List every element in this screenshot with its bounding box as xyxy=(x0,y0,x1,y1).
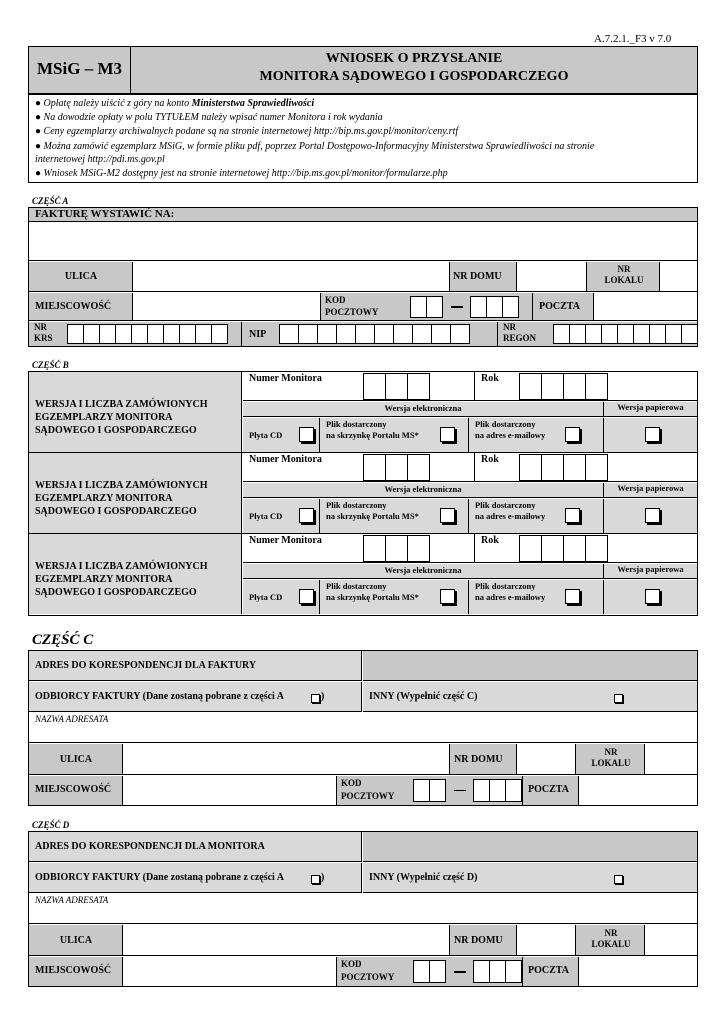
bullet-icon: ● xyxy=(35,126,44,137)
invoice-address-blank xyxy=(363,651,697,681)
d-street-input[interactable] xyxy=(124,925,449,955)
portal-file-label-1: Plik dostarczony xyxy=(326,500,387,510)
monitor-address-title: ADRES DO KORESPONDENCJI DLA MONITORA xyxy=(35,841,265,852)
paper-checkbox[interactable] xyxy=(645,427,660,442)
monitor-number-label: Numer Monitora xyxy=(249,454,322,465)
postal-code-digit[interactable] xyxy=(502,296,519,318)
digit-cell[interactable] xyxy=(195,324,212,344)
registry-row xyxy=(29,322,697,346)
invoice-title: FAKTURĘ WYSTAWIĆ NA: xyxy=(35,208,175,220)
divider xyxy=(474,372,475,401)
note-1: ● Opłatę należy uiścić z góry na konto Ministerstwa Sprawiedliwości xyxy=(35,98,315,109)
recipient-option-a[interactable] xyxy=(29,682,362,712)
d-street-label: ULICA xyxy=(59,935,93,946)
digit-cell[interactable] xyxy=(601,324,618,344)
divider xyxy=(497,322,498,346)
paper-version-label: Wersja papierowa xyxy=(617,483,684,493)
digit-cell[interactable] xyxy=(393,324,413,344)
d-post-office-input[interactable] xyxy=(580,957,697,986)
section-a-label: CZĘŚĆ A xyxy=(32,196,69,206)
monitor-number-digit[interactable] xyxy=(407,454,430,481)
recipient-other-label: INNY (Wypełnić część C) xyxy=(369,691,478,702)
electronic-version-label: Wersja elektroniczna xyxy=(384,403,462,413)
email-file-label-1: Plik dostarczony xyxy=(475,500,536,510)
order-group-line2: EGZEMPLARZY MONITORA xyxy=(35,574,173,585)
digit-cell[interactable] xyxy=(633,324,650,344)
d-city-label-cell xyxy=(29,957,123,986)
version-options-row xyxy=(243,580,697,614)
postal-code-digit[interactable] xyxy=(413,779,430,802)
monitor-number-row xyxy=(243,534,697,563)
email-file-label-1: Plik dostarczony xyxy=(475,581,536,591)
postal-dash xyxy=(451,306,463,308)
digit-cell[interactable] xyxy=(298,324,318,344)
portal-file-checkbox[interactable] xyxy=(440,427,455,442)
email-file-checkbox[interactable] xyxy=(565,427,580,442)
digit-cell[interactable] xyxy=(211,324,228,344)
bullet-icon: ● xyxy=(35,168,44,179)
d-flat-label-cell xyxy=(575,925,645,955)
form-title-line1: WNIOSEK O PRZYSŁANIE xyxy=(325,51,503,66)
year-digit[interactable] xyxy=(519,454,542,481)
c-post-office-label-cell xyxy=(522,776,579,805)
d-recipient-option-a[interactable] xyxy=(29,863,362,893)
c-post-office-label: POCZTA xyxy=(528,784,569,795)
cd-checkbox[interactable] xyxy=(299,508,314,523)
recipient-option-other[interactable] xyxy=(363,682,697,712)
section-b-label: CZĘŚĆ B xyxy=(32,360,69,370)
year-label: Rok xyxy=(481,535,499,546)
version-options-row xyxy=(243,418,697,452)
postal-code-digit[interactable] xyxy=(489,779,506,802)
cd-label: Płyta CD xyxy=(249,430,283,440)
order-row xyxy=(29,372,697,453)
paper-version-label: Wersja papierowa xyxy=(617,402,684,412)
note-5: ● Wniosek MSiG-M2 dostępny jest na stronie internetowej http://bip.ms.gov.pl/monitor/formularze.php xyxy=(35,168,448,179)
monitor-number-digit[interactable] xyxy=(363,373,386,400)
street-label-cell xyxy=(29,262,133,291)
year-digit[interactable] xyxy=(585,373,608,400)
paper-checkbox[interactable] xyxy=(645,508,660,523)
monitor-number-digit[interactable] xyxy=(407,373,430,400)
year-digit[interactable] xyxy=(585,454,608,481)
c-flat-label-2: LOKALU xyxy=(591,758,631,768)
digit-cell[interactable] xyxy=(569,324,586,344)
email-file-label-2: na adres e-mailowy xyxy=(475,430,546,440)
d-house-number-label-cell xyxy=(449,925,517,955)
d-recipient-a-label: ODBIORCY FAKTURY (Dane zostaną pobrane z części A xyxy=(35,872,284,883)
addressee-name-field[interactable] xyxy=(29,713,697,743)
d-postal-label-2: POCZTOWY xyxy=(341,972,395,982)
d-house-number-label: NR DOMU xyxy=(454,935,503,946)
flat-number-label-cell xyxy=(586,262,660,291)
flat-number-label-1: NR xyxy=(617,264,631,274)
postal-code-digit[interactable] xyxy=(426,296,443,318)
monitor-number-digit[interactable] xyxy=(407,535,430,562)
digit-cell[interactable] xyxy=(83,324,100,344)
d-street-row xyxy=(29,925,697,956)
section-c-label: CZĘŚĆ C xyxy=(32,632,94,648)
section-a xyxy=(28,207,698,347)
email-file-checkbox[interactable] xyxy=(565,589,580,604)
monitor-number-digit[interactable] xyxy=(385,373,408,400)
d-post-office-label-cell xyxy=(522,957,579,986)
form-title-line2: MONITORA SĄDOWEGO I GOSPODARCZEGO xyxy=(259,69,569,84)
digit-cell[interactable] xyxy=(317,324,337,344)
divider xyxy=(603,418,604,452)
order-group-label-cell xyxy=(29,453,242,533)
digit-cell[interactable] xyxy=(67,324,84,344)
paren-glyph: ) xyxy=(321,872,325,883)
d-flat-label-1: NR xyxy=(604,928,618,938)
divider xyxy=(474,534,475,563)
monitor-number-label: Numer Monitora xyxy=(249,373,322,384)
c-postal-label-1: KOD xyxy=(341,778,362,788)
digit-cell[interactable] xyxy=(115,324,132,344)
city-label-cell xyxy=(29,293,133,320)
postal-code-digit[interactable] xyxy=(473,779,490,802)
invoice-title-row xyxy=(29,208,697,222)
divider xyxy=(468,580,469,614)
order-group-label-cell xyxy=(29,534,242,614)
portal-file-checkbox[interactable] xyxy=(440,589,455,604)
postal-code-label-2: POCZTOWY xyxy=(325,307,379,317)
postal-code-digit[interactable] xyxy=(505,779,522,802)
order-group-line1: WERSJA I LICZBA ZAMÓWIONYCH xyxy=(35,399,208,410)
digit-cell[interactable] xyxy=(355,324,375,344)
cd-checkbox[interactable] xyxy=(299,427,314,442)
electronic-version-label: Wersja elektroniczna xyxy=(384,565,462,575)
digit-cell[interactable] xyxy=(279,324,299,344)
flat-number-label-2: LOKALU xyxy=(604,275,644,285)
digit-cell[interactable] xyxy=(450,324,470,344)
digit-cell[interactable] xyxy=(649,324,666,344)
monitor-address-blank xyxy=(363,832,697,862)
notes-box xyxy=(28,94,698,183)
c-city-input[interactable] xyxy=(124,776,336,805)
form-code: MSiG – M3 xyxy=(37,59,122,78)
version-code: A.7.2.1._F3 v 7.0 xyxy=(594,33,672,45)
postal-code-digit[interactable] xyxy=(489,960,506,983)
c-street-row xyxy=(29,744,697,775)
d-addressee-name-label: NAZWA ADRESATA xyxy=(35,895,109,905)
monitor-number-row xyxy=(243,372,697,401)
monitor-number-label: Numer Monitora xyxy=(249,535,322,546)
postal-code-digit[interactable] xyxy=(429,779,446,802)
c-house-number-input[interactable] xyxy=(518,744,575,774)
cd-checkbox[interactable] xyxy=(299,589,314,604)
city-label: MIEJSCOWOŚĆ xyxy=(35,301,112,312)
bullet-icon: ● xyxy=(35,112,44,123)
monitor-number-digit[interactable] xyxy=(385,454,408,481)
city-row xyxy=(29,293,697,321)
order-group-line3: SĄDOWEGO I GOSPODARCZEGO xyxy=(35,506,197,517)
digit-cell[interactable] xyxy=(336,324,356,344)
postal-dash xyxy=(454,971,466,973)
divider xyxy=(603,499,604,533)
d-flat-input[interactable] xyxy=(646,925,697,955)
version-header-row xyxy=(243,564,697,579)
order-group-line2: EGZEMPLARZY MONITORA xyxy=(35,412,173,423)
paper-checkbox[interactable] xyxy=(645,589,660,604)
divider xyxy=(468,418,469,452)
monitor-number-digit[interactable] xyxy=(363,454,386,481)
recipient-a-label: ODBIORCY FAKTURY (Dane zostaną pobrane z części A xyxy=(35,691,284,702)
year-digit[interactable] xyxy=(519,373,542,400)
d-recipient-a-checkbox[interactable] xyxy=(311,875,320,884)
c-city-label: MIEJSCOWOŚĆ xyxy=(35,784,112,795)
digit-cell[interactable] xyxy=(147,324,164,344)
postal-code-digit[interactable] xyxy=(470,296,487,318)
d-street-label-cell xyxy=(29,925,123,955)
c-street-label: ULICA xyxy=(59,754,93,765)
digit-cell[interactable] xyxy=(163,324,180,344)
digit-cell[interactable] xyxy=(131,324,148,344)
form-header xyxy=(28,46,698,94)
digit-cell[interactable] xyxy=(681,324,698,344)
year-digit[interactable] xyxy=(519,535,542,562)
bullet-icon: ● xyxy=(35,141,44,152)
order-group-line3: SĄDOWEGO I GOSPODARCZEGO xyxy=(35,587,197,598)
street-row xyxy=(29,262,697,292)
year-digit[interactable] xyxy=(563,454,586,481)
digit-cell[interactable] xyxy=(99,324,116,344)
invoice-name-field[interactable] xyxy=(29,223,697,261)
digit-cell[interactable] xyxy=(431,324,451,344)
divider xyxy=(241,322,242,346)
divider xyxy=(319,418,320,452)
d-city-input[interactable] xyxy=(124,957,336,986)
section-c xyxy=(28,650,698,806)
monitor-address-title-cell xyxy=(29,832,362,862)
c-city-row xyxy=(29,776,697,805)
order-group-line3: SĄDOWEGO I GOSPODARCZEGO xyxy=(35,425,197,436)
digit-cell[interactable] xyxy=(665,324,682,344)
year-digit[interactable] xyxy=(563,535,586,562)
year-digit[interactable] xyxy=(541,373,564,400)
postal-code-label-1: KOD xyxy=(325,295,346,305)
monitor-number-digit[interactable] xyxy=(385,535,408,562)
divider xyxy=(603,580,604,614)
regon-label-1: NR xyxy=(503,322,516,332)
house-number-input[interactable] xyxy=(518,262,586,291)
note-3: ● Ceny egzemplarzy archiwalnych podane są na stronie internetowej http://bip.ms.gov.pl/monitor/ceny.rtf xyxy=(35,126,459,137)
d-flat-label-2: LOKALU xyxy=(591,939,631,949)
portal-file-label-1: Plik dostarczony xyxy=(326,581,387,591)
post-office-label: POCZTA xyxy=(539,301,580,312)
section-d-label: CZĘŚĆ D xyxy=(32,820,70,830)
year-digit[interactable] xyxy=(541,535,564,562)
digit-cell[interactable] xyxy=(553,324,570,344)
d-post-office-label: POCZTA xyxy=(528,965,569,976)
c-post-office-input[interactable] xyxy=(580,776,697,805)
order-group-label-cell xyxy=(29,372,242,452)
krs-label-1: NR xyxy=(34,322,47,332)
portal-file-label-2: na skrzynkę Portalu MS* xyxy=(326,511,419,521)
email-file-label-1: Plik dostarczony xyxy=(475,419,536,429)
flat-number-input[interactable] xyxy=(661,262,697,291)
street-input[interactable] xyxy=(134,262,449,291)
d-house-number-input[interactable] xyxy=(518,925,575,955)
portal-file-checkbox[interactable] xyxy=(440,508,455,523)
paper-version-label: Wersja papierowa xyxy=(617,564,684,574)
nip-label: NIP xyxy=(249,329,267,340)
portal-file-label-2: na skrzynkę Portalu MS* xyxy=(326,592,419,602)
postal-code-digit[interactable] xyxy=(410,296,427,318)
c-city-label-cell xyxy=(29,776,123,805)
c-street-input[interactable] xyxy=(124,744,449,774)
post-office-input[interactable] xyxy=(595,293,697,320)
version-options-row xyxy=(243,499,697,533)
postal-code-area xyxy=(320,293,532,320)
d-postal-area xyxy=(336,957,522,986)
portal-file-label-1: Plik dostarczony xyxy=(326,419,387,429)
divider xyxy=(474,453,475,482)
note-2: ● Na dowodzie opłaty w polu TYTUŁEM należy wpisać numer Monitora i rok wydania xyxy=(35,112,383,123)
divider xyxy=(319,499,320,533)
order-group-line1: WERSJA I LICZBA ZAMÓWIONYCH xyxy=(35,480,208,491)
c-flat-label-cell xyxy=(575,744,645,774)
cd-label: Płyta CD xyxy=(249,592,283,602)
email-file-label-2: na adres e-mailowy xyxy=(475,511,546,521)
d-recipient-other-label: INNY (Wypełnić część D) xyxy=(369,872,478,883)
paren-glyph: ) xyxy=(321,691,325,702)
post-office-label-cell xyxy=(532,293,594,320)
recipient-a-checkbox[interactable] xyxy=(311,694,320,703)
c-house-number-label: NR DOMU xyxy=(454,754,503,765)
note-4-cont: internetowej http://pdi.ms.gov.pl xyxy=(35,154,165,165)
email-file-label-2: na adres e-mailowy xyxy=(475,592,546,602)
postal-dash xyxy=(454,790,466,791)
postal-code-digit[interactable] xyxy=(413,960,430,983)
year-label: Rok xyxy=(481,454,499,465)
monitor-number-row xyxy=(243,453,697,482)
postal-code-digit[interactable] xyxy=(429,960,446,983)
invoice-address-title: ADRES DO KORESPONDENCJI DLA FAKTURY xyxy=(35,660,257,671)
monitor-number-digit[interactable] xyxy=(363,535,386,562)
divider xyxy=(319,580,320,614)
section-d xyxy=(28,831,698,987)
krs-label-2: KRS xyxy=(34,333,53,343)
email-file-checkbox[interactable] xyxy=(565,508,580,523)
digit-cell[interactable] xyxy=(179,324,196,344)
electronic-version-label: Wersja elektroniczna xyxy=(384,484,462,494)
c-postal-label-2: POCZTOWY xyxy=(341,791,395,801)
postal-code-digit[interactable] xyxy=(473,960,490,983)
digit-cell[interactable] xyxy=(412,324,432,344)
divider xyxy=(468,499,469,533)
note-4: ● Można zamówić egzemplarz MSiG, w formie pliku pdf, poprzez Portal Dostępowo-Informacyjny Ministerstwa Sprawiedliwości na stronie xyxy=(35,141,595,152)
digit-cell[interactable] xyxy=(617,324,634,344)
c-postal-area xyxy=(336,776,522,805)
house-number-label: NR DOMU xyxy=(453,271,502,282)
c-flat-input[interactable] xyxy=(646,744,697,774)
recipient-other-checkbox[interactable] xyxy=(614,694,623,703)
version-header-row xyxy=(243,402,697,417)
year-digit[interactable] xyxy=(541,454,564,481)
digit-cell[interactable] xyxy=(374,324,394,344)
digit-cell[interactable] xyxy=(585,324,602,344)
portal-file-label-2: na skrzynkę Portalu MS* xyxy=(326,430,419,440)
addressee-name-label: NAZWA ADRESATA xyxy=(35,714,109,724)
postal-code-digit[interactable] xyxy=(505,960,522,983)
city-input[interactable] xyxy=(134,293,320,320)
d-recipient-other-checkbox[interactable] xyxy=(614,875,623,884)
bullet-icon: ● xyxy=(35,98,44,109)
c-house-number-label-cell xyxy=(449,744,517,774)
c-street-label-cell xyxy=(29,744,123,774)
invoice-address-title-cell xyxy=(29,651,362,681)
regon-label-2: REGON xyxy=(503,333,537,343)
d-city-label: MIEJSCOWOŚĆ xyxy=(35,965,112,976)
form-code-cell xyxy=(29,47,131,93)
year-digit[interactable] xyxy=(563,373,586,400)
section-b xyxy=(28,371,698,616)
year-digit[interactable] xyxy=(585,535,608,562)
street-label: ULICA xyxy=(64,271,98,282)
version-header-row xyxy=(243,483,697,498)
order-group-line1: WERSJA I LICZBA ZAMÓWIONYCH xyxy=(35,561,208,572)
order-row xyxy=(29,453,697,534)
d-city-row xyxy=(29,957,697,986)
postal-code-digit[interactable] xyxy=(486,296,503,318)
house-number-label-cell xyxy=(449,262,517,291)
year-label: Rok xyxy=(481,373,499,384)
order-group-line2: EGZEMPLARZY MONITORA xyxy=(35,493,173,504)
d-addressee-name-field[interactable] xyxy=(29,894,697,924)
c-flat-label-1: NR xyxy=(604,747,618,757)
cd-label: Płyta CD xyxy=(249,511,283,521)
order-row xyxy=(29,534,697,616)
d-postal-label-1: KOD xyxy=(341,959,362,969)
d-recipient-option-other[interactable] xyxy=(363,863,697,893)
